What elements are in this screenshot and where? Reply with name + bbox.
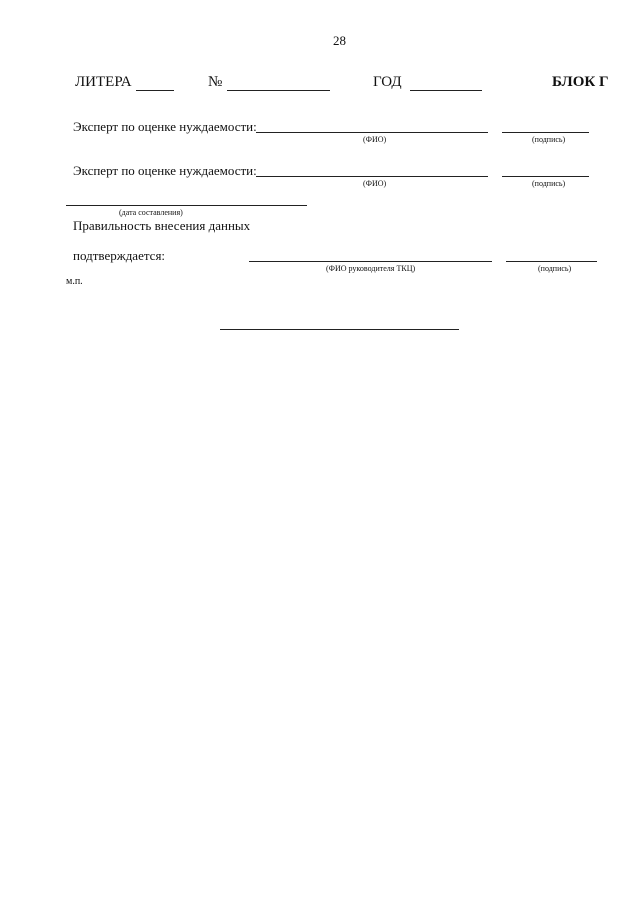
litera-label: ЛИТЕРА <box>75 74 132 90</box>
manager-sign-field[interactable] <box>506 261 597 262</box>
date-caption: (дата составления) <box>119 208 183 217</box>
manager-fio-caption: (ФИО руководителя ТКЦ) <box>326 264 416 273</box>
expert-2-sign-field[interactable] <box>502 176 589 177</box>
expert-1-label: Эксперт по оценке нуждаемости: <box>73 119 257 134</box>
expert-2-sign-caption: (подпись) <box>532 179 566 188</box>
year-label: ГОД <box>373 74 402 90</box>
number-label: № <box>208 74 223 90</box>
manager-sign-caption: (подпись) <box>538 264 572 273</box>
number-field[interactable] <box>227 90 330 91</box>
year-field[interactable] <box>410 90 482 91</box>
block-label: БЛОК Г <box>552 74 609 90</box>
page-number: 28 <box>333 33 346 48</box>
expert-1-fio-field[interactable] <box>256 132 488 133</box>
expert-1-sign-field[interactable] <box>502 132 589 133</box>
expert-2-fio-field[interactable] <box>256 176 488 177</box>
confirmation-line-1: Правильность внесения данных <box>73 218 251 233</box>
expert-2-fio-caption: (ФИО) <box>363 179 387 188</box>
expert-1-fio-caption: (ФИО) <box>363 135 387 144</box>
manager-fio-field[interactable] <box>249 261 492 262</box>
date-field[interactable] <box>66 205 307 206</box>
expert-1-sign-caption: (подпись) <box>532 135 566 144</box>
stamp-label: м.п. <box>66 276 83 287</box>
closing-separator <box>220 329 459 330</box>
litera-field[interactable] <box>136 90 174 91</box>
expert-2-label: Эксперт по оценке нуждаемости: <box>73 163 257 178</box>
confirmation-line-2: подтверждается: <box>73 248 166 263</box>
